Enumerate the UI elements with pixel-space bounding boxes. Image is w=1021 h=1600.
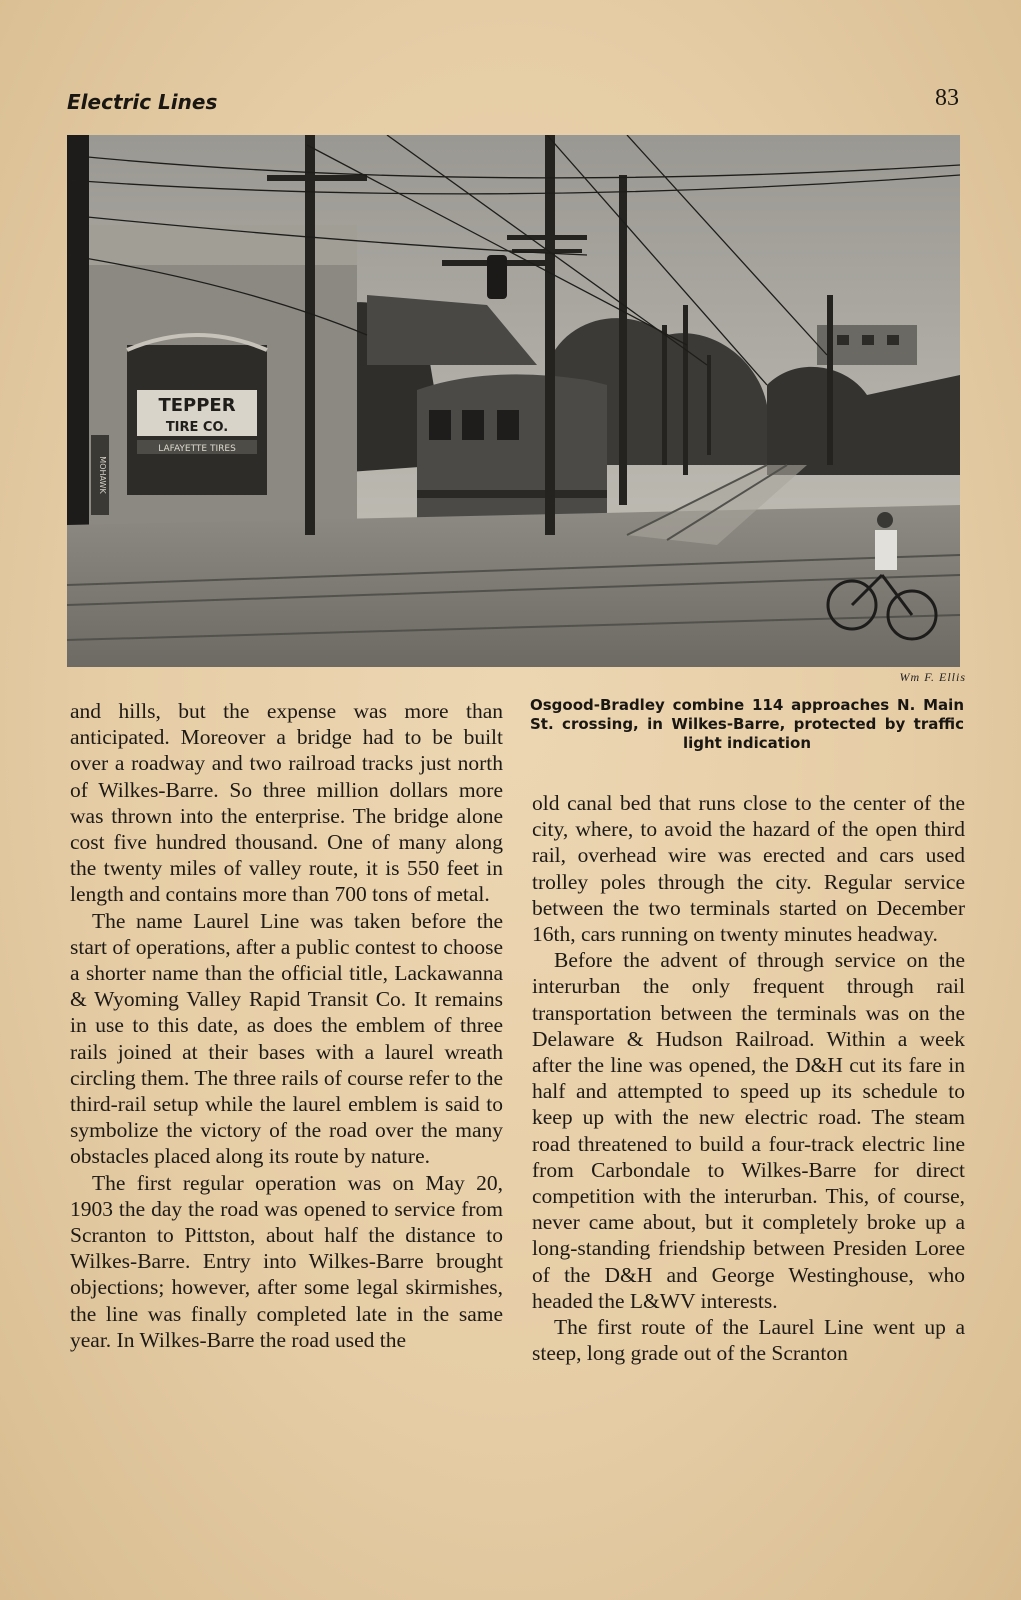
tire-co-sign-text: TIRE CO. (165, 420, 229, 435)
road (67, 505, 960, 667)
running-head: Electric Lines (67, 90, 218, 114)
photograph (67, 135, 960, 667)
paragraph: The name Laurel Line was taken before the start of operations, after a public contest to choose a shorter name than the official title, Lackawanna & Wyoming Valley Rapid Transit Co. It remains in use to this date, as does the emblem of three rails joined at their bases with a laurel wreath circling them. The three rails of course refer to the third-rail setup while the laurel emblem is said to symbolize the victory of the road over the many obstacles placed along its route by nature. (70, 908, 504, 1169)
traffic-light (487, 255, 507, 299)
photo-caption: Osgood-Bradley combine 114 approaches N. Main St. crossing, in Wilkes-Barre, protected by traffic light indication (530, 696, 964, 752)
page-number: 83 (935, 85, 959, 111)
tepper-sign-text: TEPPER (158, 395, 236, 416)
cyclist-shirt (875, 530, 897, 570)
paragraph: and hills, but the expense was more than anticipated. Moreover a bridge had to be built over a roadway and two railroad tracks just north of Wilkes-Barre. So three million dollars more was thrown into the enterprise. The bridge alone cost five hundred thousand. One of many along the twenty miles of valley route, it is 550 feet in length and contains more than 700 tons of metal. (70, 699, 503, 907)
paragraph: old canal bed that runs close to the center of the city, where, to avoid the hazard of the open third rail, overhead wire was erected and cars used trolley poles through the city. Regular service between the two terminals started on December 16th, cars running on twenty minutes headway. (532, 791, 965, 947)
trolley-car (417, 374, 607, 535)
left-column (70, 698, 503, 1353)
paragraph: The first route of the Laurel Line went up a steep, long grade out of the Scranton (532, 1315, 965, 1366)
right-column (532, 790, 965, 1366)
paragraph: The first regular operation was on May 20, 1903 the day the road was opened to service from Scranton to Pittston, about half the distance to Wilkes-Barre. Entry into Wilkes-Barre brought objections; however, after some legal skirmishes, the line was finally completed late in the same year. In Wilkes-Barre the road used the (70, 1170, 503, 1352)
paragraph: Before the advent of through service on the interurban the only frequent through rail transportation between the terminals was on the Delaware & Hudson Railroad. Within a week after the line was opened, the D&H cut its fare in half and attempted to speed up its schedule to keep up with the new electric road. The steam road threatened to build a four-track electric line from Carbondale to Wilkes-Barre for direct competition with the interurban. This, of course, never came about, but it completely broke up a long-standing friendship between Presiden Loree of the D&H and George Westinghouse, who headed the L&WV interests. (532, 948, 965, 1313)
photo-credit: Wm F. Ellis (899, 670, 966, 684)
vertical-sign-text: MOHAWK (98, 456, 107, 494)
lafayette-sign-text: LAFAYETTE TIRES (158, 444, 236, 454)
